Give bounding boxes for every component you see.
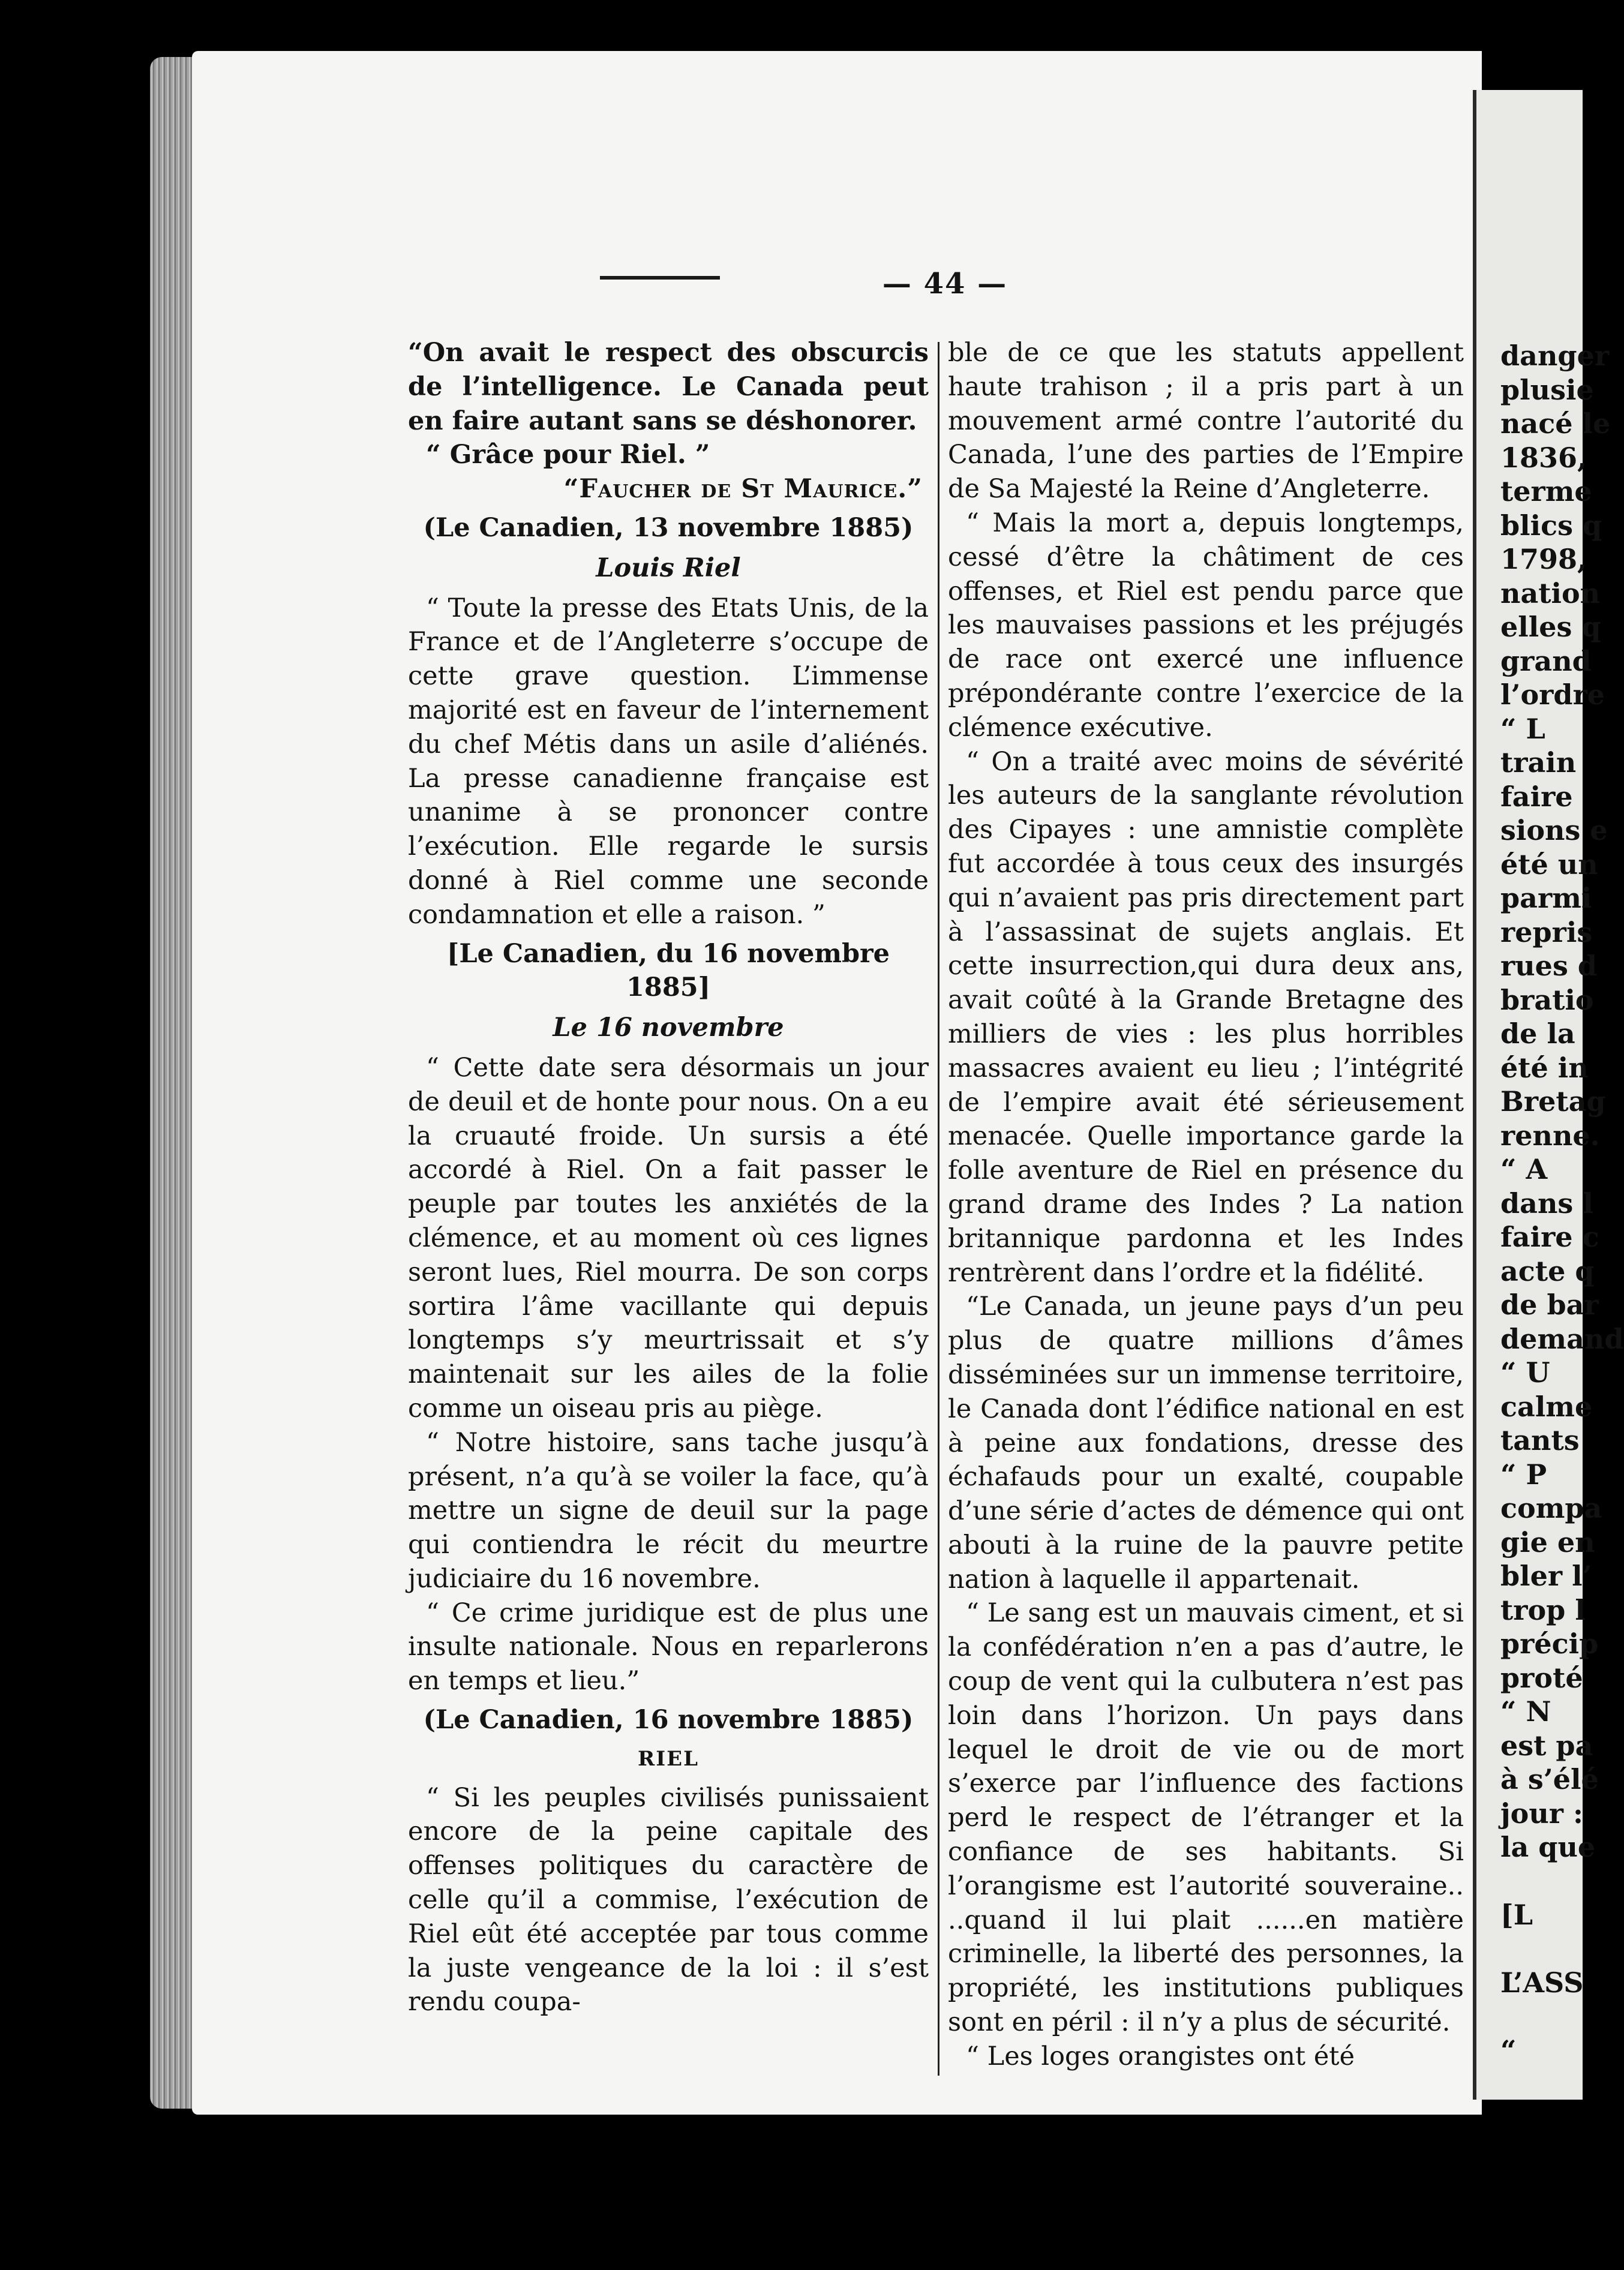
facing-page-line: nation [1500,576,1601,609]
facing-page-line: “ [1500,2034,1517,2067]
page-edge-stack [150,57,198,2109]
paragraph: “ Les loges orangistes ont été [966,2041,1355,2071]
facing-page-line: été in [1500,1051,1589,1084]
paragraph: “Le Canada, un jeune pays d’un peu plus de quatre millions d’âmes disséminées sur un immense territoire, le Canada dont l’édifice national en est à peine aux fondations, dresse des échafauds pour un exalté, coupable d’une série d’actes de démence qui ont abouti à la ruine de la pauvre petite nation à laquelle il appartenait. [948,1292,1464,1595]
source-citation: (Le Canadien, 13 novembre 1885) [423,512,914,543]
facing-page-line: nacé le [1500,407,1611,440]
section-heading: Le 16 novembre [553,1013,784,1043]
left-column [408,336,929,2019]
section-heading: Louis Riel [596,553,741,583]
facing-page-line: demand [1500,1322,1624,1355]
paragraph: “ Toute la presse des Etats Unis, de la France et de l’Angleterre s’occupe de cette grave question. L’immense majorité est en faveur de l’internement du chef Métis dans un asile d’aliénés. La presse canadienne française est unanime à se prononcer contre l’exécution. Elle regarde le sursis donné à Riel comme une seconde condamnation et elle a raison. ” [408,593,929,930]
source-citation: (Le Canadien, 16 novembre 1885) [423,1705,914,1735]
facing-page-line: “ N [1500,1695,1551,1728]
facing-page-line: 1798, [1500,543,1587,575]
quote-line: “ Grâce pour Riel. ” [426,440,710,470]
paragraph: “On avait le respect des obscurcis de l’intelligence. Le Canada peut en faire autant sans se déshonorer. [408,338,929,436]
facing-page-line: tants [1500,1424,1580,1457]
facing-page-line: parmi [1500,882,1592,914]
facing-page-line: de la [1500,1017,1575,1050]
facing-page-line: faire c [1500,1221,1599,1253]
facing-page-line: gie en [1500,1526,1595,1559]
facing-page-line: de bar [1500,1289,1599,1321]
facing-page-text [1476,90,1624,2068]
facing-page-line: la que [1500,1831,1596,1863]
facing-page-line: est pa [1500,1729,1593,1762]
paragraph: “ On a traité avec moins de sévérité les auteurs de la sanglante révolution des Cipayes : une amnistie complète fut accordée à tous ceux des insurgés qui n’avaient pas pris directement part à l’assassinat de sujets anglais. Et cette insurrection,qui dura deux ans, avait coûté à la Grande Bretagne des milliers de vies : les plus horribles massacres avaient eu lieu ; l’intégrité de l’empire avait été sérieusement menacée. Quelle importance garde la folle aventure de Riel en présence du grand drame des Indes ? La nation britannique pardonna et les Indes rentrèrent dans l’ordre et la fidélité. [948,746,1464,1288]
facing-page-line: jour : [1500,1797,1583,1830]
facing-page-line: “ L [1500,712,1545,745]
facing-page-line: l’ordre [1500,678,1605,711]
paragraph: “ Ce crime juridique est de plus une insulte nationale. Nous en reparlerons en temps et lieu.” [408,1598,929,1697]
facing-page-line: terme [1500,475,1592,508]
right-column [948,336,1464,2074]
column-divider [938,342,939,2076]
facing-page-line: repris [1500,915,1593,948]
facing-page-line: grand [1500,644,1592,677]
facing-page-line: train [1500,746,1577,779]
facing-page-line: renne. [1500,1119,1600,1152]
facing-page-line: [L [1500,1899,1533,1931]
facing-page-line [1500,1932,1583,1966]
paragraph: “ Cette date sera désormais un jour de deuil et de honte pour nous. On a eu la cruauté froide. Un sursis a été accordé à Riel. On a fait passer le peuple par toutes les anxiétés de la clémence, et au moment où ces lignes seront lues, Riel mourra. De son corps sortira l’âme vacillante qui depuis longtemps s’y meurtrissait et s’y maintenait sur les ailes de la folie comme un oiseau pris au piège. [408,1052,929,1424]
facing-page-line: sions e [1500,814,1608,846]
facing-page-line: Bretag [1500,1085,1606,1118]
paragraph: “ Le sang est un mauvais ciment, et si la confédération n’en a pas d’autre, le coup de vent qui la culbutera n’est pas loin dans l’horizon. Un pays dans lequel le droit de vie ou de mort s’exerce par l’influence des factions perd le respect de l’étranger et la confiance de ses habitants. Si l’orangisme est l’autorité souveraine.. ..quand il lui plait ......en matière criminelle, la liberté des personnes, la propriété, les institutions publiques sont en péril : il n’y a plus de sécurité. [948,1598,1464,2038]
paragraph: “ Mais la mort a, depuis longtemps, cessé d’être la châtiment de ces offenses, et Riel est pendu parce que les mauvaises passions et les préjugés de race ont exercé une influence prépondérante contre l’exercice de la clémence exécutive. [948,508,1464,743]
page-number: — 44 — [882,267,1008,301]
facing-page-line: précip [1500,1628,1599,1660]
facing-page-line: bler l’ [1500,1560,1592,1592]
source-citation: [Le Canadien, du 16 novembre 1885] [446,938,890,1003]
facing-page-line: calme [1500,1390,1593,1423]
facing-page-line: elles q [1500,611,1601,643]
facing-page-line: trop l [1500,1593,1586,1626]
facing-page-line: proté [1500,1661,1583,1694]
facing-page-line: compa [1500,1492,1602,1524]
facing-page-line: danger [1500,340,1610,372]
facing-page-line: 1836, [1500,441,1587,474]
facing-page-line: rues d [1500,950,1598,982]
header-rule [600,276,720,280]
signature: “Faucher de St Maurice.” [563,474,923,505]
facing-page-line: faire [1500,780,1573,813]
paragraph: ble de ce que les statuts appellent haute trahison ; il a pris part à un mouvement armé contre l’autorité du Canada, l’une des parties de l’Empire de Sa Majesté la Reine d’Angleterre. [948,338,1464,505]
facing-page-line: blics q [1500,509,1602,542]
facing-page-line: L’ASS [1500,1966,1584,1999]
facing-page-line [1500,1864,1583,1899]
facing-page-line: plusie [1500,373,1594,406]
facing-page-line: dans l [1500,1187,1593,1220]
facing-page-fragment [1473,90,1624,2100]
facing-page-line: acte q [1500,1254,1595,1287]
facing-page-line: été un [1500,848,1598,881]
facing-page-line: bratio [1500,983,1594,1016]
paragraph: “ Notre histoire, sans tache jusqu’à présent, n’a qu’à se voiler la face, qu’à mettre un signe de deuil sur la page qui contiendra le récit du meurtre judiciaire du 16 novembre. [408,1427,929,1594]
facing-page-line: à s’élé [1500,1763,1599,1795]
section-heading: RIEL [638,1746,699,1771]
facing-page-line [1500,2000,1583,2034]
paragraph: “ Si les peuples civilisés punissaient encore de la peine capitale des offenses politiques du caractère de celle qu’il a commise, l’exécution de Riel eût été acceptée par tous comme la juste vengeance de la loi : il s’est rendu coupa- [408,1782,929,2017]
facing-page-line: “ P [1500,1458,1547,1491]
facing-page-line: “ U [1500,1356,1550,1389]
facing-page-line: “ A [1500,1153,1548,1185]
